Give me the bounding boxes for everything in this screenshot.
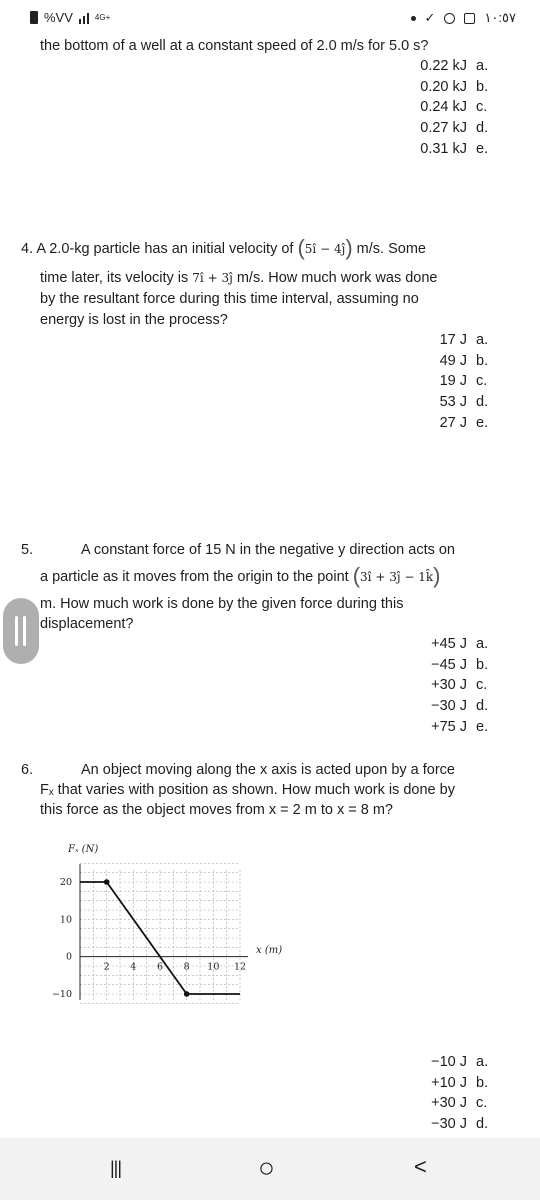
status-bar xyxy=(0,0,540,36)
option[interactable]: −10 J a. xyxy=(431,1054,489,1070)
x-tick-label: 8 xyxy=(183,961,190,973)
y-axis-label: Fₓ (N) xyxy=(68,844,99,855)
option[interactable]: 27 J e. xyxy=(439,414,489,431)
data-point xyxy=(104,879,110,885)
q4-line2: time later, its velocity is 7î + 3ĵ m/s. How much work was done xyxy=(40,270,438,286)
q6-line1: An object moving along the x axis is acted upon by a force xyxy=(81,762,455,778)
option[interactable]: +30 J c. xyxy=(431,1095,488,1112)
clock: ١٠:٥٧ xyxy=(484,10,516,25)
option[interactable]: −30 J d. xyxy=(431,1116,489,1133)
x-tick-label: 12 xyxy=(233,961,247,973)
option[interactable]: +45 J a. xyxy=(431,636,489,652)
x-tick-label: 2 xyxy=(103,961,110,973)
status-right xyxy=(411,10,516,26)
question-number: 4. xyxy=(21,241,34,257)
q3-options xyxy=(420,56,496,160)
option[interactable]: 53 J d. xyxy=(439,394,489,411)
q5-number: 5. xyxy=(21,542,34,558)
option[interactable]: +30 J c. xyxy=(431,677,488,694)
option[interactable]: 0.20 kJ b. xyxy=(420,78,489,95)
q5-line2: a particle as it moves from the origin to the point (3î + 3ĵ − 1k̂) xyxy=(40,563,441,588)
home-button[interactable]: ○ xyxy=(258,1152,275,1183)
q5-line1: A constant force of 15 N in the negative y direction acts on xyxy=(81,542,455,558)
option[interactable]: 17 J a. xyxy=(439,332,489,348)
signal-icon xyxy=(79,12,89,24)
option[interactable]: +10 J b. xyxy=(431,1074,489,1091)
force-position-chart xyxy=(34,838,304,1038)
x-axis-label: x (m) xyxy=(256,945,283,956)
battery-percent: %VV xyxy=(44,10,73,25)
x-tick-label: 6 xyxy=(156,961,164,973)
y-tick-label: −10 xyxy=(51,989,72,1000)
gallery-icon xyxy=(464,13,475,24)
y-tick-label: 0 xyxy=(65,951,72,963)
whatsapp-icon xyxy=(444,13,455,24)
y-tick-label: 20 xyxy=(59,877,72,888)
option[interactable]: 0.22 kJ a. xyxy=(420,58,489,74)
chart-axes xyxy=(52,864,248,1000)
q4-options xyxy=(440,330,496,434)
option[interactable]: −30 J d. xyxy=(431,698,489,715)
status-left xyxy=(30,10,110,25)
option[interactable]: 0.27 kJ d. xyxy=(420,120,489,137)
back-button[interactable]: < xyxy=(414,1154,427,1179)
q5-options xyxy=(431,634,496,738)
option[interactable]: 49 J b. xyxy=(439,352,489,369)
data-point xyxy=(184,991,190,997)
q4-line3: by the resultant force during this time interval, assuming no xyxy=(40,291,419,307)
q6-line2: Fₓ that varies with position as shown. How much work is done by xyxy=(40,782,455,798)
option[interactable]: 0.24 kJ c. xyxy=(420,99,488,116)
chart-grid xyxy=(80,863,240,1003)
q6-number: 6. xyxy=(21,762,34,778)
network-type: 4G+ xyxy=(94,12,111,22)
notification-dot-icon xyxy=(411,16,416,21)
q6-line3: this force as the object moves from x = 2 m to x = 8 m? xyxy=(40,802,393,818)
q5-line3: m. How much work is done by the given force during this xyxy=(40,596,404,612)
option[interactable]: −45 J b. xyxy=(431,656,489,673)
option[interactable]: +75 J e. xyxy=(431,718,489,735)
q4-line4: energy is lost in the process? xyxy=(40,312,228,328)
recents-button[interactable]: ||| xyxy=(110,1158,122,1178)
x-tick-label: 10 xyxy=(207,961,220,973)
vector-initial: 5î − 4ĵ xyxy=(304,242,346,256)
battery-icon xyxy=(30,11,38,24)
vector-point: 3î + 3ĵ − 1k̂ xyxy=(360,570,434,584)
y-tick-label: 10 xyxy=(59,914,72,926)
q4-line1: 4. A 2.0-kg particle has an initial velocity of (5î − 4ĵ) m/s. Some xyxy=(21,235,426,260)
q5-line4: displacement? xyxy=(40,616,134,632)
x-tick-label: 4 xyxy=(130,961,137,973)
q6-options xyxy=(431,1052,496,1135)
check-icon: ✓ xyxy=(424,10,436,25)
option[interactable]: 0.31 kJ e. xyxy=(420,140,489,157)
navigation-bar xyxy=(0,1138,540,1200)
side-panel-handle[interactable] xyxy=(3,598,39,664)
vector-final: 7î + 3ĵ xyxy=(192,271,233,285)
q3-text: the bottom of a well at a constant speed of 2.0 m/s for 5.0 s? xyxy=(40,38,429,54)
option[interactable]: 19 J c. xyxy=(439,373,488,390)
